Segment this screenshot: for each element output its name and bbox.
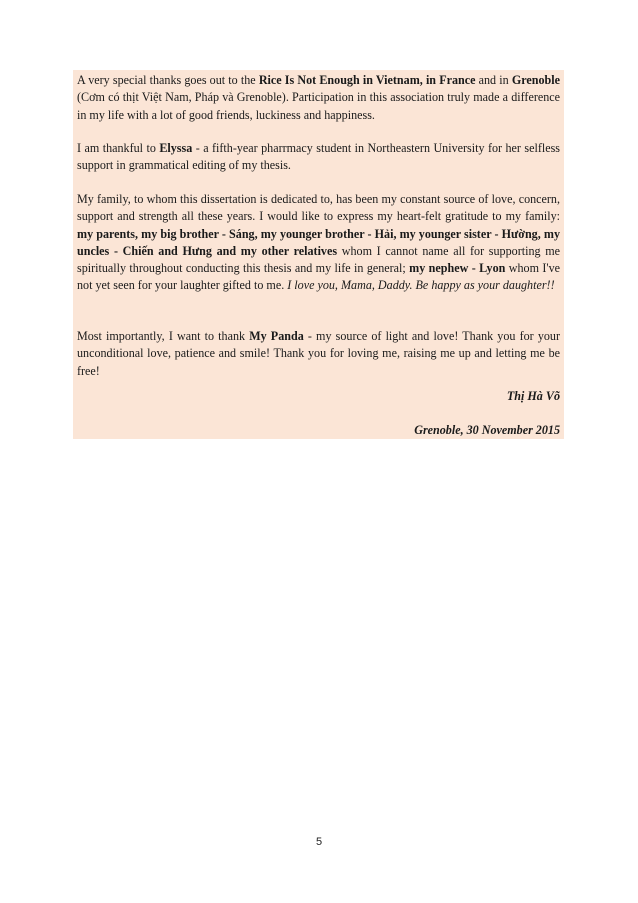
paragraph-panda bbox=[77, 328, 560, 380]
paragraph-elyssa bbox=[77, 140, 560, 175]
signature-place-date: Grenoble, 30 November 2015 bbox=[414, 423, 560, 437]
text-span: and in bbox=[475, 73, 512, 87]
bold-family-members: my parents, my big brother - Sáng, my younger brother - Hải, my younger sister - Hường, my uncles - Chiến and Hưng and my other relatives bbox=[77, 226, 560, 258]
page-number: 5 bbox=[315, 836, 323, 848]
paragraph-family bbox=[77, 191, 560, 295]
text-span: My family, to whom this dissertation is dedicated to, has been my constant source of love, concern, support and strength all these years. I would like to express my heart-felt gratitude to my family: bbox=[77, 192, 560, 224]
bold-grenoble: Grenoble bbox=[511, 73, 560, 87]
bold-nephew: my nephew - Lyon bbox=[409, 261, 506, 276]
bold-elyssa: Elyssa bbox=[159, 141, 193, 155]
text-span: A very special thanks goes out to the bbox=[77, 73, 259, 87]
text-span: (Cơm có thịt Việt Nam, Pháp và Grenoble). Participation in this association truly made a difference in my life with a lot of good friends, luckiness and happiness. bbox=[77, 90, 560, 122]
italic-love-message: I love you, Mama, Daddy. Be happy as your daughter!! bbox=[287, 278, 555, 293]
bold-association-name: Rice Is Not Enough in Vietnam, in France bbox=[258, 73, 476, 87]
text-span: Most importantly, I want to thank bbox=[77, 329, 250, 343]
text-span: whom I've not yet seen for your laughter gifted to me. bbox=[77, 261, 560, 293]
text-span: - my source of light and love! Thank you for your unconditional love, patience and smile! Thank you for loving me, raising me up and letting me be free! bbox=[77, 329, 560, 378]
text-span: whom I cannot name all for supporting me spiritually throughout conducting this thesis and my life in general; bbox=[77, 243, 561, 276]
text-span: - a fifth-year pharrmacy student in Northeastern University for her selfless support in grammatical editing of my thesis. bbox=[77, 141, 560, 173]
paragraph-rice-association bbox=[77, 72, 560, 124]
acknowledgements-section bbox=[73, 70, 564, 439]
text-span: I am thankful to bbox=[77, 141, 160, 155]
bold-my-panda: My Panda bbox=[249, 329, 304, 343]
signature-name: Thị Hà Võ bbox=[506, 389, 560, 403]
